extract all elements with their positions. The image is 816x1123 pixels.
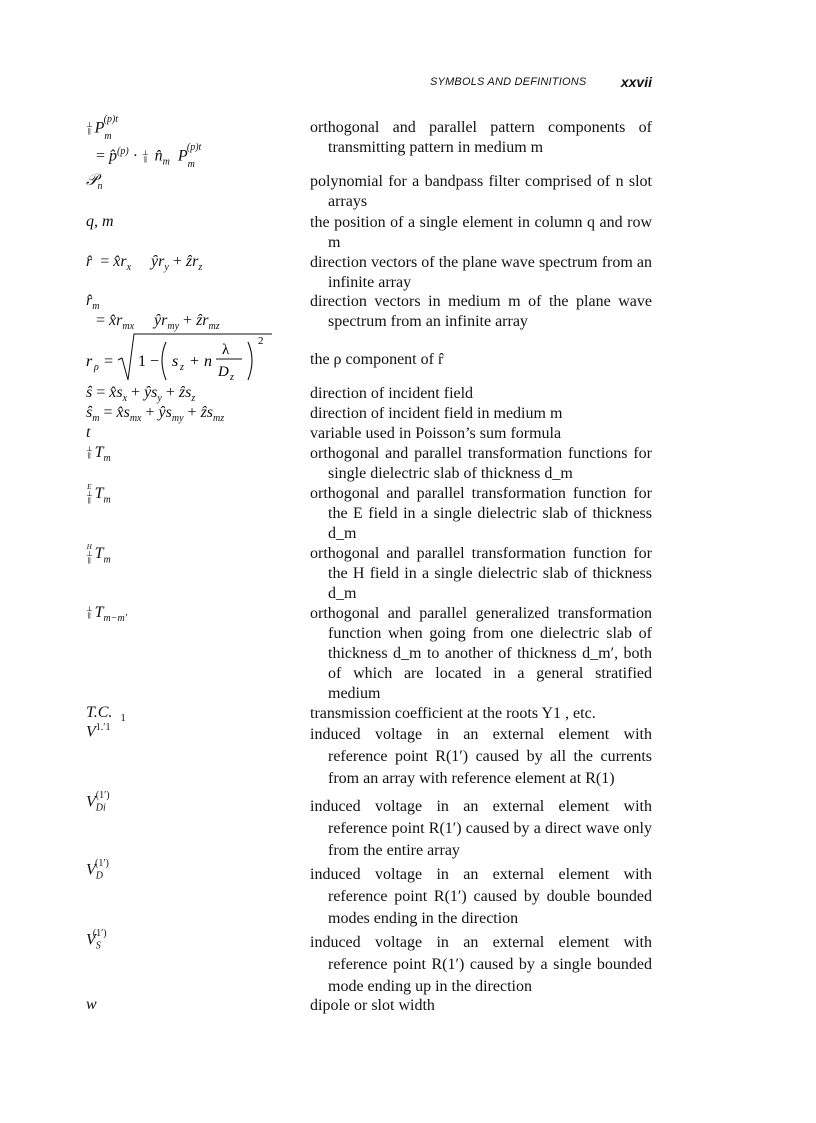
symbol-r-hat-m: $r̂_m$: [86, 292, 100, 313]
definition-r-rho: the ρ component of r̂: [310, 351, 444, 368]
symbol-r-rho-formula: [82, 330, 282, 388]
definition-T-m: orthogonal and parallel transformation functions for single dielectric slab of thickness d_m: [310, 445, 652, 482]
svg-text:n: n: [204, 353, 212, 370]
svg-text:D: D: [218, 364, 229, 380]
svg-text:2: 2: [258, 335, 264, 347]
symbol-T-m: ⊥ ∥ $T_m$: [86, 444, 111, 465]
running-title: SYMBOLS AND DEFINITIONS: [430, 76, 587, 88]
symbol-polynomial: 𝒫$_n$: [86, 172, 103, 193]
symbol-pattern-components-expansion: = p̂$^{(p)}$ · ⊥ ∥ $n̂_m$ $P_m^{(p)t}$: [96, 142, 202, 170]
symbol-pattern-components: ⊥ ∥ $P_m^{(p)t}$: [86, 114, 119, 142]
definition-t: variable used in Poisson’s sum formula: [310, 425, 562, 442]
symbol-s-hat-m: $ŝ_m$ = $x̂s_{mx}$ + $ŷs_{my}$ + ẑs$_{mz}$: [86, 404, 225, 425]
definition-polynomial: polynomial for a bandpass filter comprised of n slot arrays: [310, 173, 652, 210]
svg-text:z: z: [230, 372, 234, 383]
definition-T-m-mprime: orthogonal and parallel generalized transformation function when going from one dielectric slab of thickness d_m to another of thickness d_m′, both of which are located in a general stratified medium: [310, 605, 652, 702]
definition-s-hat: direction of incident field: [310, 385, 474, 402]
symbol-TC: T.C. $_1$: [86, 704, 126, 725]
svg-text:r: r: [86, 353, 93, 370]
symbol-q-m: q, m: [86, 213, 114, 230]
definition-r-hat-m: direction vectors in medium m of the plane wave spectrum from an infinite array: [310, 293, 652, 330]
svg-text:z: z: [180, 362, 184, 373]
running-header: [430, 76, 652, 94]
definition-H-T-m: orthogonal and parallel transformation function for the H field in a single dielectric slab of thickness d_m: [310, 545, 652, 602]
svg-text:ρ: ρ: [94, 362, 99, 373]
symbol-s-hat: ŝ = $x̂s_x$ + $ŷs_y$ + ẑs$_z$: [86, 384, 196, 405]
definition-V-D: induced voltage in an external element with reference point R(1′) caused by double bounded modes ending in the direction: [310, 866, 652, 927]
symbol-V-D: $V_D^{(1')}$: [86, 858, 109, 882]
definition-V-11: induced voltage in an external element with reference point R(1′) caused by all the currents from an array with reference element at R(1): [310, 726, 652, 787]
symbol-E-T-m: E ⊥ ∥ $T_m$: [86, 483, 111, 506]
symbol-t: t: [86, 424, 91, 441]
symbol-V-Di: $V_{Di}^{(1')}$: [86, 790, 110, 814]
page-number: xxvii: [620, 74, 652, 90]
svg-text:1 −: 1 −: [138, 353, 160, 370]
definition-pattern-components: orthogonal and parallel pattern components of transmitting pattern in medium m: [310, 119, 652, 156]
symbol-T-m-mprime: ⊥ ∥ $T_{m-m'}$: [86, 604, 127, 625]
symbol-V-11: $V^{1.'1}$: [86, 722, 111, 741]
svg-text:s: s: [172, 353, 179, 370]
definition-w: dipole or slot width: [310, 997, 435, 1014]
definition-TC: transmission coefficient at the roots Y1 , etc.: [310, 705, 596, 722]
definition-V-Di: induced voltage in an external element with reference point R(1′) caused by a direct wave only from the entire array: [310, 798, 652, 859]
definition-s-hat-m: direction of incident field in medium m: [310, 405, 563, 422]
symbol-H-T-m: H ⊥ ∥ $T_m$: [86, 543, 111, 566]
svg-text:λ: λ: [222, 342, 230, 358]
definition-E-T-m: orthogonal and parallel transformation function for the E field in a single dielectric slab of thickness d_m: [310, 485, 652, 542]
symbol-r-hat: r̂ = $x̂r_x$ $ŷr_y$ + ẑr$_z$: [86, 253, 203, 274]
svg-text:+: +: [190, 353, 200, 370]
definition-q-m: the position of a single element in column q and row m: [310, 214, 652, 251]
symbol-r-hat-m-expansion: = $x̂r_{mx}$ $ŷr_{my}$ + ẑr$_{mz}$: [96, 312, 220, 333]
definition-r-hat: direction vectors of the plane wave spectrum from an infinite array: [310, 254, 652, 291]
svg-text:=: =: [104, 353, 114, 370]
symbol-V-S: $V_S^{(1')}$: [86, 928, 107, 952]
symbol-w: w: [86, 996, 97, 1013]
definition-V-S: induced voltage in an external element with reference point R(1′) caused by a single bounded mode ending up in the direction: [310, 934, 652, 995]
